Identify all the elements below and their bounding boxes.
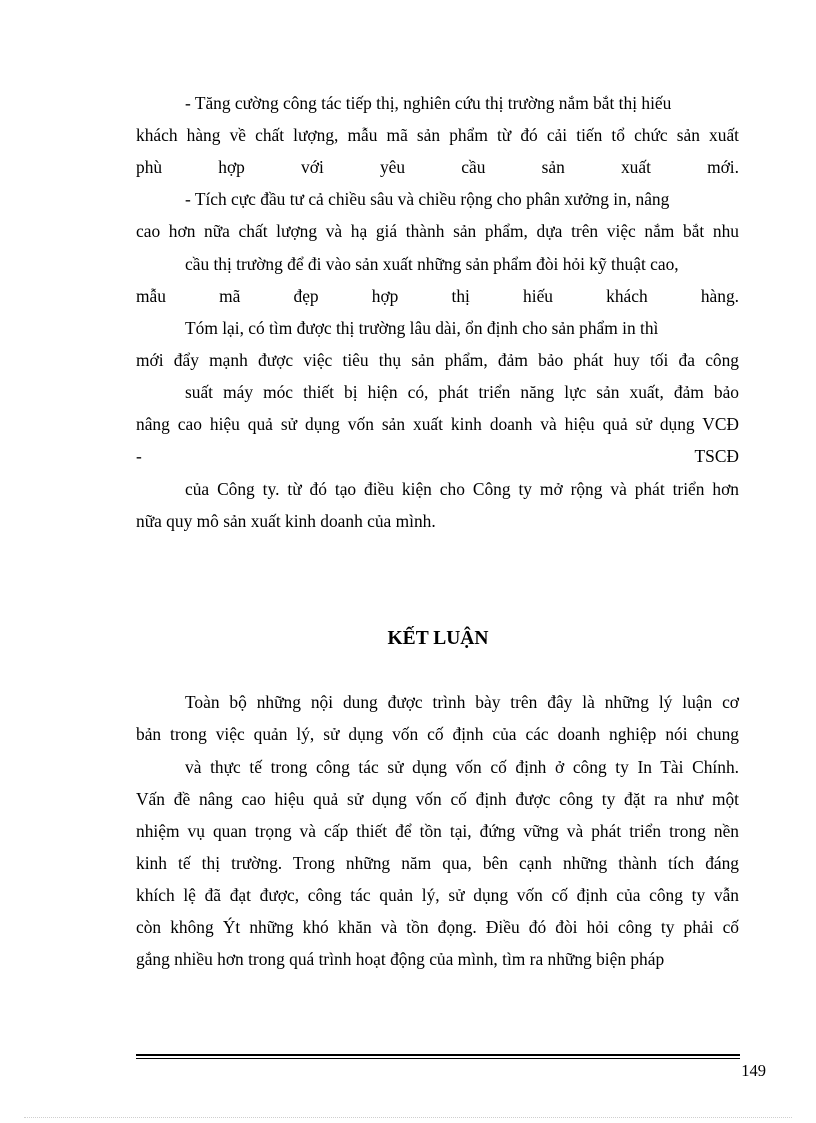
conclusion-line: gắng nhiều hơn trong quá trình hoạt động của mình, tìm ra những biện pháp <box>136 949 665 969</box>
conclusion-line: bản trong việc quản lý, sử dụng vốn cố định của các doanh nghiệp nói chung <box>136 724 739 744</box>
page-number: 149 <box>741 1061 766 1080</box>
paragraph-line: - TSCĐ <box>136 446 739 466</box>
paragraph-line: của Công ty. từ đó tạo điều kiện cho Công ty mở rộng và phát triển hơn <box>185 479 739 499</box>
conclusion-line: khích lệ đã đạt được, công tác quản lý, sử dụng vốn cố định của công ty vẫn <box>136 885 739 905</box>
conclusion-line: nhiệm vụ quan trọng và cấp thiết để tồn tại, đứng vững và phát triển trong nền <box>136 821 739 841</box>
page-edge-divider <box>24 1117 792 1118</box>
paragraph-line: cầu thị trường để đi vào sản xuất những sản phẩm đòi hỏi kỹ thuật cao, <box>185 254 679 274</box>
justified-line-text: phù hợp với yêu cầu sản xuất mới. <box>136 157 739 177</box>
footer-rule-thick <box>136 1054 740 1056</box>
paragraph-line: cao hơn nữa chất lượng và hạ giá thành sản phẩm, dựa trên việc nắm bắt nhu <box>136 221 739 241</box>
paragraph-line: - Tích cực đầu tư cả chiều sâu và chiều rộng cho phân xưởng in, nâng <box>185 189 670 209</box>
conclusion-line: còn không Ýt những khó khăn và tồn đọng. Điều đó đòi hỏi công ty phải cố <box>136 917 739 937</box>
paragraph-line <box>136 157 739 177</box>
paragraph-line: Tóm lại, có tìm được thị trường lâu dài, ổn định cho sản phẩm in thì <box>185 318 659 338</box>
footer-rule-thin <box>136 1058 740 1059</box>
paragraph-line: mẫu mã đẹp hợp thị hiếu khách hàng. <box>136 286 739 306</box>
paragraph-line: nữa quy mô sản xuất kinh doanh của mình. <box>136 511 436 531</box>
conclusion-line: Toàn bộ những nội dung được trình bày trên đây là những lý luận cơ <box>185 692 739 712</box>
conclusion-heading: KẾT LUẬN <box>387 628 489 649</box>
paragraph-line: suất máy móc thiết bị hiện có, phát triển năng lực sản xuất, đảm bảo <box>185 382 739 402</box>
conclusion-line: Vấn đề nâng cao hiệu quả sử dụng vốn cố định được công ty đặt ra như một <box>136 789 739 809</box>
paragraph-line: - Tăng cường công tác tiếp thị, nghiên cứu thị trường nắm bắt thị hiếu <box>185 93 672 113</box>
conclusion-line: kinh tế thị trường. Trong những năm qua, bên cạnh những thành tích đáng <box>136 853 739 873</box>
paragraph-line: nâng cao hiệu quả sử dụng vốn sản xuất kinh doanh và hiệu quả sử dụng VCĐ <box>136 414 739 434</box>
conclusion-line: và thực tế trong công tác sử dụng vốn cố định ở công ty In Tài Chính. <box>185 757 739 777</box>
paragraph-line: mới đẩy mạnh được việc tiêu thụ sản phẩm, đảm bảo phát huy tối đa công <box>136 350 739 370</box>
paragraph-line: khách hàng về chất lượng, mẫu mã sản phẩm từ đó cải tiến tổ chức sản xuất <box>136 125 739 145</box>
